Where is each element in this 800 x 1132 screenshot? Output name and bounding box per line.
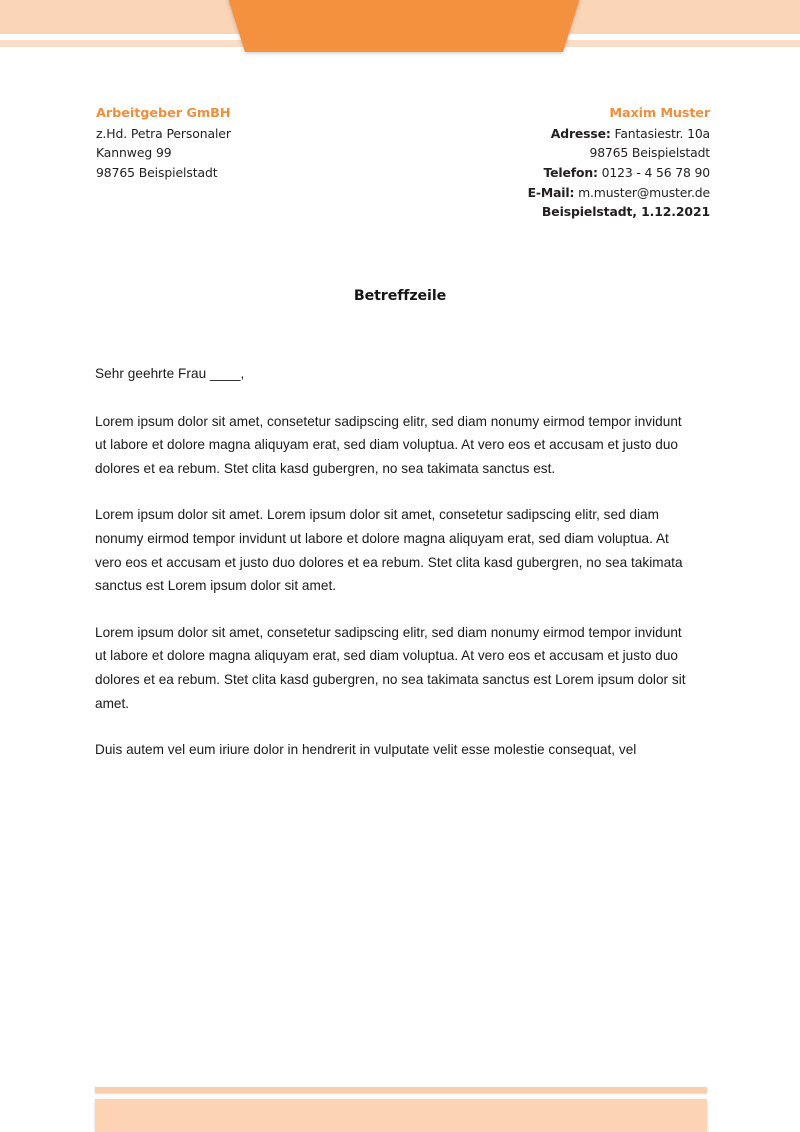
body-paragraph: Duis autem vel eum iriure dolor in hendrerit in vulputate velit esse molestie consequat, vel bbox=[95, 742, 637, 758]
sender-address-label: Adresse: bbox=[550, 125, 611, 141]
sender-email-value: m.muster@muster.de bbox=[578, 184, 710, 200]
sender-phone-line bbox=[330, 163, 710, 183]
sender-email-line bbox=[330, 183, 710, 203]
sender-name: Maxim Muster bbox=[609, 106, 710, 121]
recipient-company: Arbeitgeber GmBH bbox=[96, 106, 231, 121]
footer-decoration bbox=[0, 1082, 800, 1132]
recipient-city: 98765 Beispielstadt bbox=[96, 165, 218, 181]
date-line: Beispielstadt, 1.12.2021 bbox=[541, 204, 710, 219]
recipient-street: Kannweg 99 bbox=[96, 145, 172, 161]
sender-address-line bbox=[330, 124, 710, 144]
subject-line: Betreffzeile bbox=[353, 288, 447, 304]
recipient-attention: z.Hd. Petra Personaler bbox=[96, 125, 231, 141]
sender-address-block bbox=[330, 104, 710, 203]
salutation: Sehr geehrte Frau ____, bbox=[95, 366, 245, 381]
sender-city: 98765 Beispielstadt bbox=[589, 145, 710, 161]
body-paragraph: Lorem ipsum dolor sit amet. Lorem ipsum dolor sit amet, consetetur sadipscing elitr, sed diam nonumy eirmod tempor invidunt ut labore et dolore magna aliquyam erat, sed diam voluptua. At vero eos et accusam et justo duo dolores et ea rebum. Stet clita kasd gubergren, no sea takimata sanctus est Lorem ipsum dolor sit amet. bbox=[95, 507, 683, 594]
sender-phone-value: 0123 - 4 56 78 90 bbox=[601, 165, 710, 181]
footer-peach-rule bbox=[95, 1087, 707, 1093]
sender-phone-label: Telefon: bbox=[543, 165, 598, 181]
footer-peach-bar bbox=[95, 1099, 707, 1132]
body-paragraph: Lorem ipsum dolor sit amet, consetetur sadipscing elitr, sed diam nonumy eirmod tempor invidunt ut labore et dolore magna aliquyam erat, sed diam voluptua. At vero eos et accusam et justo duo dolores et ea rebum. Stet clita kasd gubergren, no sea takimata sanctus est Lorem ipsum dolor sit amet. bbox=[95, 624, 686, 711]
header-decoration bbox=[0, 0, 800, 60]
body-paragraph: Lorem ipsum dolor sit amet, consetetur sadipscing elitr, sed diam nonumy eirmod tempor invidunt ut labore et dolore magna aliquyam erat, sed diam voluptua. At vero eos et accusam et justo duo dolores et ea rebum. Stet clita kasd gubergren, no sea takimata sanctus est. bbox=[95, 413, 682, 476]
header-trapezoid-tab bbox=[222, 0, 586, 52]
letter-body bbox=[95, 362, 693, 762]
sender-email-label: E-Mail: bbox=[527, 184, 575, 200]
sender-address-value: Fantasiestr. 10a bbox=[614, 125, 710, 141]
